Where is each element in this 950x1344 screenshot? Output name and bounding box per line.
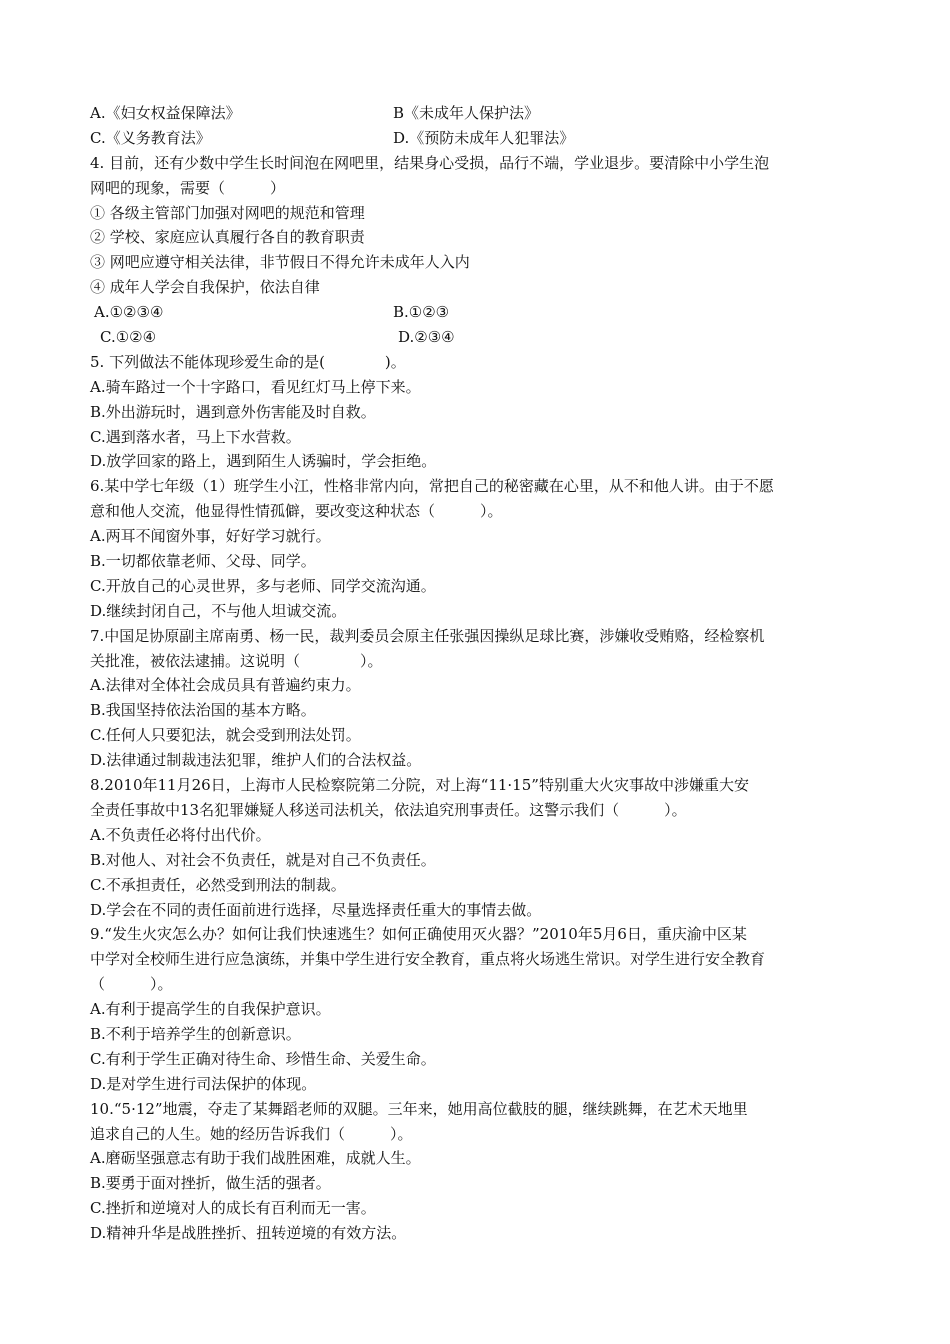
q5-option-b: B.外出游玩时，遇到意外伤害能及时自救。 — [90, 402, 376, 421]
q4-option-d: D.②③④ — [398, 328, 455, 347]
q10-stem-line-2: 追求自己的人生。她的经历告诉我们（ ）。 — [90, 1124, 413, 1143]
q9-stem-line-3: （ ）。 — [90, 975, 173, 994]
q4-statement-4: ④ 成年人学会自我保护，依法自律 — [90, 278, 320, 297]
q9-stem-line-2: 中学对全校师生进行应急演练，并集中学生进行安全教育，重点将火场逃生常识。对学生进行安全教育 — [90, 950, 766, 969]
q4-stem-line-2: 网吧的现象，需要（ ） — [90, 178, 286, 197]
q8-stem-line-2: 全责任事故中13名犯罪嫌疑人移送司法机关，依法追究刑事责任。这警示我们（ ）。 — [90, 800, 687, 819]
q9-option-a: A.有利于提高学生的自我保护意识。 — [90, 1000, 331, 1019]
q6-option-a: A.两耳不闻窗外事，好好学习就行。 — [90, 527, 331, 546]
q3-options-row-1 — [90, 101, 870, 126]
q9-option-b: B.不利于培养学生的创新意识。 — [90, 1024, 301, 1043]
q10-option-d: D.精神升华是战胜挫折、扭转逆境的有效方法。 — [90, 1224, 407, 1243]
q7-option-b: B.我国坚持依法治国的基本方略。 — [90, 701, 316, 720]
q5-option-c: C.遇到落水者，马上下水营救。 — [90, 427, 301, 446]
q10-option-a: A.磨砺坚强意志有助于我们战胜困难，成就人生。 — [90, 1149, 421, 1168]
q8-stem-line-1: 8.2010年11月26日，上海市人民检察院第二分院，对上海“11·15”特别重大火灾事故中涉嫌重大安 — [90, 776, 749, 795]
q4-option-a: A.①②③④ — [94, 303, 164, 322]
q6-option-b: B.一切都依靠老师、父母、同学。 — [90, 552, 316, 571]
q9-option-c: C.有利于学生正确对待生命、珍惜生命、关爱生命。 — [90, 1049, 436, 1068]
q9-stem-line-1: 9.“发生火灾怎么办？如何让我们快速逃生？如何正确使用灭火器？”2010年5月6日，重庆渝中区某 — [90, 925, 747, 944]
q7-option-d: D.法律通过制裁违法犯罪，维护人们的合法权益。 — [90, 751, 422, 770]
q8-option-a: A.不负责任必将付出代价。 — [90, 825, 271, 844]
q3-option-a: A.《妇女权益保障法》 — [90, 104, 241, 122]
q5-option-d: D.放学回家的路上，遇到陌生人诱骗时，学会拒绝。 — [90, 452, 437, 471]
q3-options-row-2 — [90, 126, 870, 151]
q10-option-b: B.要勇于面对挫折，做生活的强者。 — [90, 1174, 331, 1193]
q6-option-c: C.开放自己的心灵世界，多与老师、同学交流沟通。 — [90, 576, 436, 595]
q8-option-d: D.学会在不同的责任面前进行选择，尽量选择责任重大的事情去做。 — [90, 900, 542, 919]
q4-options-row-2 — [90, 325, 870, 350]
q6-stem-line-2: 意和他人交流，他显得性情孤僻，要改变这种状态（ ）。 — [90, 502, 503, 521]
q3-option-b: B《未成年人保护法》 — [393, 104, 540, 122]
q4-statement-2: ② 学校、家庭应认真履行各自的教育职责 — [90, 228, 365, 247]
q8-option-c: C.不承担责任，必然受到刑法的制裁。 — [90, 875, 346, 894]
q4-statement-3: ③ 网吧应遵守相关法律，非节假日不得允许未成年人入内 — [90, 253, 470, 272]
q9-option-d: D.是对学生进行司法保护的体现。 — [90, 1074, 317, 1093]
q10-option-c: C.挫折和逆境对人的成长有百利而无一害。 — [90, 1199, 376, 1218]
q6-option-d: D.继续封闭自己，不与他人坦诚交流。 — [90, 601, 347, 620]
q7-option-a: A.法律对全体社会成员具有普遍约束力。 — [90, 676, 361, 695]
q4-options-row-1 — [90, 300, 870, 325]
q4-option-b: B.①②③ — [393, 303, 450, 322]
q5-stem: 5. 下列做法不能体现珍爱生命的是( )。 — [90, 352, 406, 371]
q3-option-c: C.《义务教育法》 — [90, 128, 211, 147]
q7-option-c: C.任何人只要犯法，就会受到刑法处罚。 — [90, 726, 361, 745]
q4-stem-line-1: 4. 目前，还有少数中学生长时间泡在网吧里，结果身心受损，品行不端，学业退步。要清除中小学生泡 — [90, 153, 770, 172]
q4-option-c: C.①②④ — [100, 328, 157, 347]
q8-option-b: B.对他人、对社会不负责任，就是对自己不负责任。 — [90, 850, 436, 869]
q7-stem-line-2: 关批准，被依法逮捕。这说明（ ）。 — [90, 651, 383, 670]
q6-stem-line-1: 6.某中学七年级（1）班学生小江，性格非常内向，常把自己的秘密藏在心里，从不和他人讲。由于不愿 — [90, 477, 774, 496]
q5-option-a: A.骑车路过一个十字路口，看见红灯马上停下来。 — [90, 377, 421, 396]
q7-stem-line-1: 7.中国足协原副主席南勇、杨一民，裁判委员会原主任张强因操纵足球比赛，涉嫌收受贿赂，经检察机 — [90, 626, 765, 645]
exam-page — [90, 101, 870, 1246]
q3-option-d: D.《预防未成年人犯罪法》 — [393, 128, 575, 147]
q10-stem-line-1: 10.“5·12”地震，夺走了某舞蹈老师的双腿。三年来，她用高位截肢的腿，继续跳舞，在艺术天地里 — [90, 1099, 748, 1118]
q4-statement-1: ① 各级主管部门加强对网吧的规范和管理 — [90, 203, 365, 222]
